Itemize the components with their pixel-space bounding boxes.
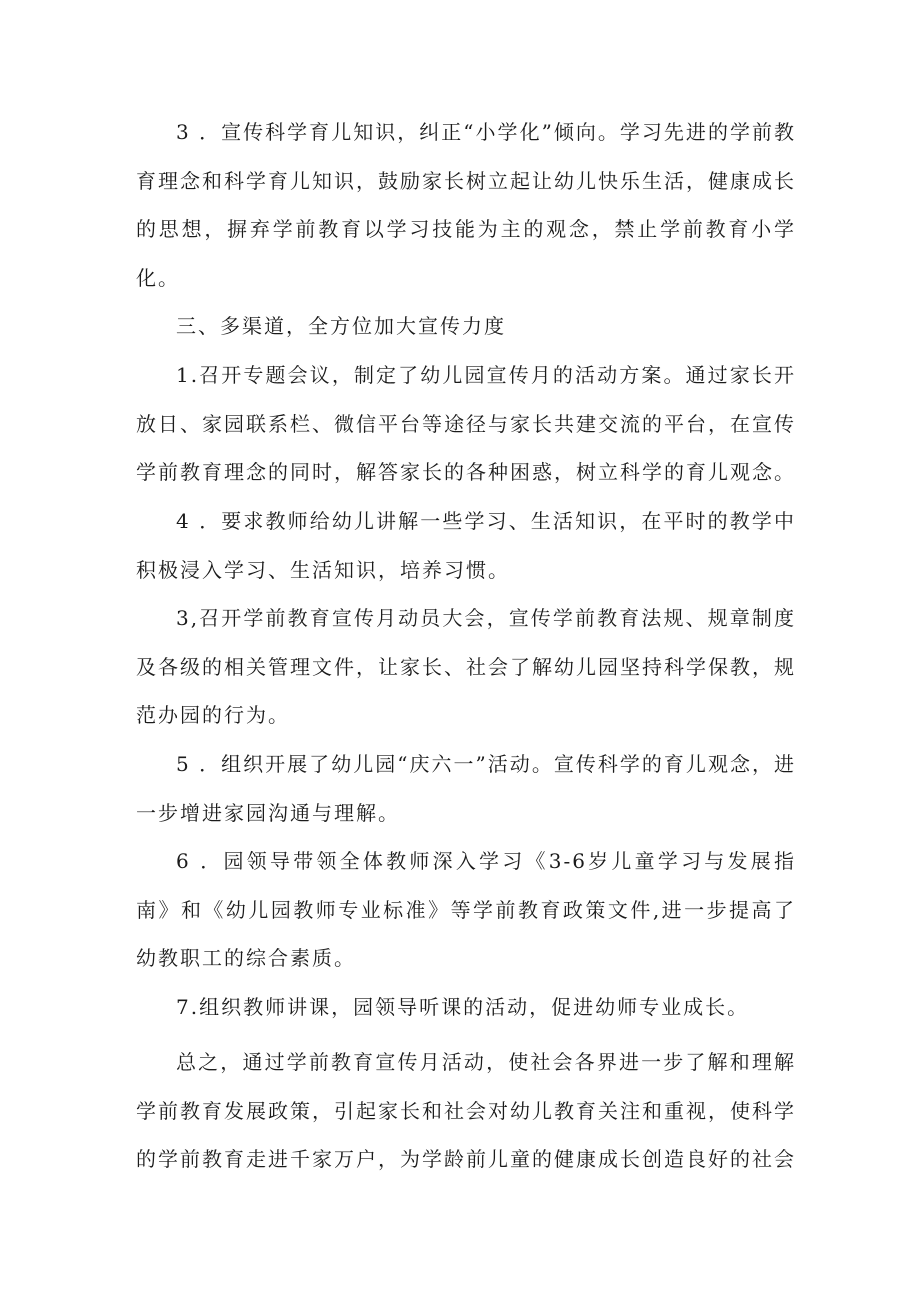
section-heading-3: 三、多渠道，全方位加大宣传力度 (176, 314, 506, 338)
paragraph-4-teacher-requirements: 4 ．要求教师给幼儿讲解一些学习、生活知识，在平时的教学中积极浸入学习、生活知识，培养习惯。 (136, 509, 796, 582)
paragraph-5-childrens-day-activity: 5 ．组织开展了幼儿园“庆六一”活动。宣传科学的育儿观念，进一步增进家园沟通与理解。 (136, 752, 796, 825)
paragraph-6-leader-study: 6 ．园领导带领全体教师深入学习《3-6岁儿童学习与发展指南》和《幼儿园教师专业标准》等学前教育政策文件,进一步提高了幼教职工的综合素质。 (136, 849, 796, 970)
paragraph-1-themed-meeting: 1.召开专题会议，制定了幼儿园宣传月的活动方案。通过家长开放日、家园联系栏、微信平台等途径与家长共建交流的平台，在宣传学前教育理念的同时，解答家长的各种困惑，树立科学的育儿观念。 (136, 363, 796, 484)
paragraph-7-lecture-activity: 7.组织教师讲课，园领导听课的活动，促进幼师专业成长。 (176, 995, 750, 1019)
paragraph-3-promote-scientific-parenting: 3 ．宣传科学育儿知识，纠正“小学化”倾向。学习先进的学前教育理念和科学育儿知识，鼓励家长树立起让幼儿快乐生活，健康成长的思想，摒弃学前教育以学习技能为主的观念，禁止学前教育小学化。 (136, 120, 796, 290)
paragraph-summary: 总之，通过学前教育宣传月活动，使社会各界进一步了解和理解学前教育发展政策，引起家长和社会对幼儿教育关注和重视，使科学的学前教育走进千家万户，为学龄前儿童的健康成长创造良好的社会 (136, 1050, 796, 1171)
paragraph-3-mobilization-meeting: 3,召开学前教育宣传月动员大会，宣传学前教育法规、规章制度及各级的相关管理文件，让家长、社会了解幼儿园坚持科学保教，规范办园的行为。 (136, 606, 796, 727)
